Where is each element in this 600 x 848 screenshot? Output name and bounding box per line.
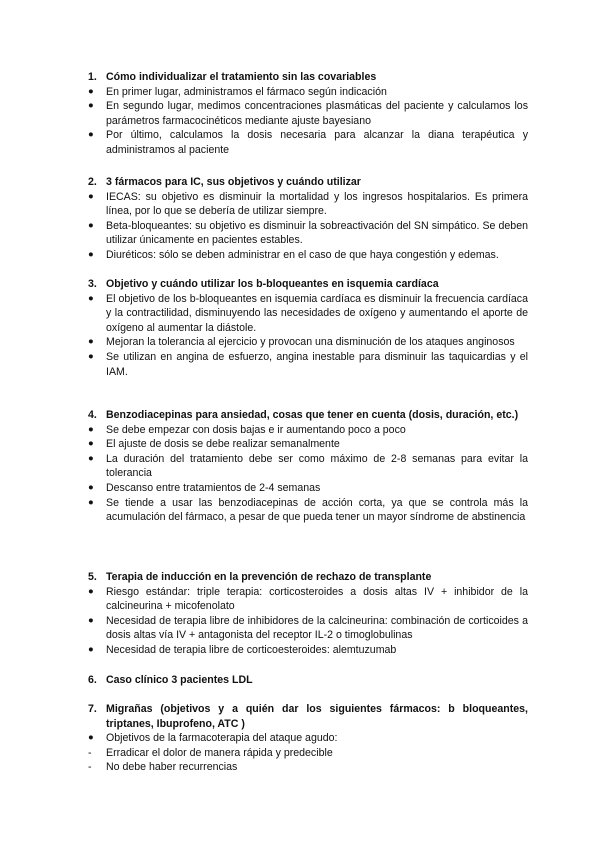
list-item-text: Erradicar el dolor de manera rápida y predecible [106,746,333,759]
section-heading [88,408,528,423]
bullet-icon: ● [88,336,94,348]
section-1 [88,70,528,158]
list-item-text: En primer lugar, administramos el fármaco según indicación [106,85,387,98]
list-item [88,219,528,248]
list-item-text: En segundo lugar, medimos concentraciones plasmáticas del paciente y calculamos los parámetros farmacocinéticos mediante ajuste bayesiano [106,100,528,127]
list-item [88,760,528,775]
list-item-text: Se tiende a usar las benzodiacepinas de acción corta, ya que se controla más la acumulación del fármaco, a pesar de que pueda tener un mayor síndrome de abstinencia [106,496,528,524]
bullet-icon: ● [88,438,94,450]
list-item [88,585,528,614]
list-item-text: Mejoran la tolerancia al ejercicio y provocan una disminución de los ataques anginosos [106,336,515,349]
list-item [88,423,528,438]
list-item-text: Beta-bloqueantes: su objetivo es disminuir la sobreactivación del SN simpático. Se deben utilizar únicamente en pacientes estables. [106,219,528,247]
section-number: 6. [88,674,97,686]
list-item [88,128,528,157]
section-title: Terapia de inducción en la prevención de rechazo de transplante [106,571,432,583]
bullet-icon: ● [88,423,94,435]
bullet-list [88,423,528,525]
list-item-text: Diuréticos: sólo se deben administrar en el caso de que haya congestión y edemas. [106,248,499,261]
list-item [88,746,528,761]
section-title: Caso clínico 3 pacientes LDL [106,674,253,686]
section-5 [88,570,528,658]
section-4 [88,408,528,525]
dash-icon: - [88,746,92,759]
list-item [88,496,528,525]
list-item [88,335,528,350]
section-title: Migrañas (objetivos y a quién dar los siguientes fármacos: b bloqueantes, triptanes, Ibuprofeno, ATC ) [106,703,528,730]
list-item [88,99,528,128]
list-item [88,190,528,219]
bullet-icon: ● [88,100,94,112]
list-item-text: El ajuste de dosis se debe realizar semanalmente [106,438,340,451]
section-heading [88,70,528,85]
section-heading [88,570,528,585]
list-item [88,731,528,746]
list-item-text: Descanso entre tratamientos de 2-4 semanas [106,481,321,494]
list-item [88,481,528,496]
section-number: 5. [88,571,97,583]
section-7 [88,702,528,775]
list-item [88,292,528,336]
bullet-list [88,190,528,263]
bullet-icon: ● [88,481,94,493]
list-item-text: Por último, calculamos la dosis necesaria para alcanzar la diana terapéutica y administramos al paciente [106,129,528,156]
section-number: 3. [88,278,97,290]
list-item-text: El objetivo de los b-bloqueantes en isquemia cardíaca es disminuir la frecuencia cardíaca y la contractilidad, disminuyendo las necesidades de oxígeno y aumentando el aporte de oxígeno al aumentar la diástole. [106,292,528,334]
bullet-icon: ● [88,452,94,464]
list-item-text: Se utilizan en angina de esfuerzo, angina inestable para disminuir las taquicardias y el IAM. [106,350,528,378]
bullet-list [88,85,528,158]
section-title: Cómo individualizar el tratamiento sin las covariables [106,71,377,83]
list-item-text: La duración del tratamiento debe ser como máximo de 2-8 semanas para evitar la tolerancia [106,452,528,480]
list-item-text: No debe haber recurrencias [106,761,238,774]
list-item [88,85,528,100]
section-2 [88,175,528,263]
bullet-icon: ● [88,732,94,744]
list-item-text: Objetivos de la farmacoterapia del ataque agudo: [106,732,338,745]
bullet-icon: ● [88,85,94,97]
section-heading [88,702,528,731]
list-item-text: Riesgo estándar: triple terapia: corticosteroides a dosis altas IV + inhibidor de la calcineurina + micofenolato [106,585,528,613]
list-item-text: Se debe empezar con dosis bajas e ir aumentando poco a poco [106,423,406,436]
bullet-icon: ● [88,292,94,304]
section-number: 2. [88,176,97,188]
section-title: Benzodiacepinas para ansiedad, cosas que tener en cuenta (dosis, duración, etc.) [106,409,519,421]
list-item-text: IECAS: su objetivo es disminuir la mortalidad y los ingresos hospitalarios. Es primera línea, por lo que se debería de utilizar siempre. [106,190,528,218]
section-number: 1. [88,71,97,83]
list-item [88,350,528,379]
bullet-icon: ● [88,129,94,141]
list-item-text: Necesidad de terapia libre de inhibidores de la calcineurina: combinación de corticoides a dosis altas vía IV + antagonista del receptor IL-2 o timoglobulinas [106,614,528,642]
section-title: 3 fármacos para IC, sus objetivos y cuándo utilizar [106,176,361,188]
bullet-icon: ● [88,350,94,362]
list-item [88,248,528,263]
section-3 [88,277,528,379]
list-item [88,643,528,658]
section-number: 4. [88,409,97,421]
list-item-text: Necesidad de terapia libre de corticoesteroides: alemtuzumab [106,643,397,656]
bullet-icon: ● [88,585,94,597]
dash-icon: - [88,761,92,774]
list-item [88,614,528,643]
section-heading [88,277,528,292]
bullet-icon: ● [88,643,94,655]
bullet-icon: ● [88,248,94,260]
section-heading [88,175,528,190]
section-6 [88,673,528,688]
list-item [88,452,528,481]
bullet-icon: ● [88,496,94,508]
bullet-list [88,292,528,380]
bullet-icon: ● [88,614,94,626]
bullet-list [88,585,528,658]
bullet-icon: ● [88,219,94,231]
bullet-icon: ● [88,190,94,202]
section-title: Objetivo y cuándo utilizar los b-bloqueantes en isquemia cardíaca [106,278,439,290]
section-heading [88,673,528,688]
list-item [88,437,528,452]
section-number: 7. [88,703,97,715]
bullet-list [88,731,528,775]
